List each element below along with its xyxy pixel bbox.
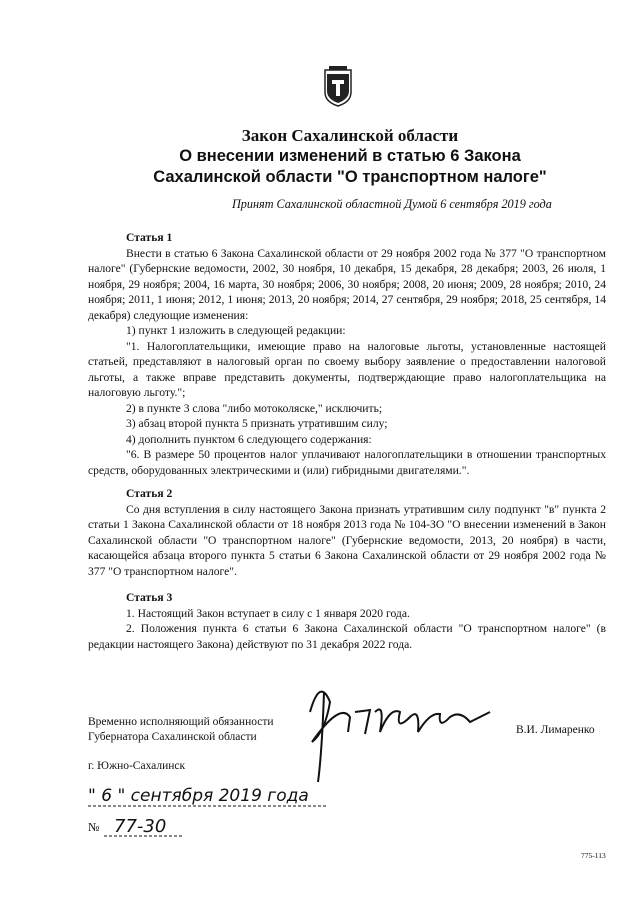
article-1 (88, 230, 606, 478)
signing-date (88, 784, 328, 808)
number-prefix: № (88, 820, 100, 834)
article-2-heading: Статья 2 (126, 487, 173, 500)
position-line-1: Временно исполняющий обязанности (88, 716, 274, 728)
article-1-item-4: 4) дополнить пунктом 6 следующего содержания: (126, 432, 372, 446)
article-1-quote-1: "1. Налогоплательщики, имеющие право на налоговые льготы, установленные настоящей статьей, представляют в налоговый орган по своему выбору заявление о предоставлении налоговой льготы, а также вправе представить документы, подтверждающие право налогоплательщика на налоговую льготу."; (88, 339, 606, 399)
scan-code: 775-113 (581, 851, 606, 860)
adoption-note: Принят Сахалинской областной Думой 6 сентября 2019 года (232, 197, 552, 211)
article-1-heading: Статья 1 (126, 231, 173, 244)
city: г. Южно-Сахалинск (88, 760, 186, 772)
law-title (100, 126, 600, 188)
article-1-item-3: 3) абзац второй пункта 5 признать утратившим силу; (126, 417, 388, 430)
article-2 (88, 486, 606, 579)
title-line-1: Закон Сахалинской области (241, 126, 459, 145)
handwritten-number: 77-30 (114, 816, 167, 837)
article-3-p2: 2. Положения пункта 6 статьи 6 Закона Сахалинской области "О транспортном налоге" (в редакции настоящего Закона) действуют по 31 декабря 2022 года. (88, 622, 606, 651)
position-line-2: Губернатора Сахалинской области (88, 731, 257, 743)
article-1-item-1: 1) пункт 1 изложить в следующей редакции: (126, 324, 346, 337)
title-line-2: О внесении изменений в статью 6 Закона (179, 147, 521, 165)
handwritten-date: " 6 " сентября 2019 года (88, 786, 309, 806)
law-number (88, 814, 188, 838)
article-3 (88, 590, 606, 652)
article-2-text: Со дня вступления в силу настоящего Закона признать утратившим силу подпункт "в" пункта 2 статьи 1 Закона Сахалинской области от 18 ноября 2013 года № 104-ЗО "О внесении изменений в Закон Сахалинской области "О транспортном налоге" (Губернские ведомости, 2013, 20 ноября) в части, касающейся абзаца второго пункта 5 статьи 6 Закона Сахалинской области от 29 ноября 2002 года № 377 "О транспортном налоге". (88, 502, 606, 578)
title-line-3: Сахалинской области "О транспортном налоге" (153, 168, 547, 186)
signatory-position (88, 715, 274, 745)
sakhalin-emblem-icon (323, 66, 353, 108)
handwritten-signature (300, 672, 500, 792)
article-1-quote-2: "6. В размере 50 процентов налог уплачивают налогоплательщики в отношении транспортных средств, оборудованных электрическими и (или) гибридными двигателями.". (88, 448, 606, 477)
article-1-intro: Внести в статью 6 Закона Сахалинской области от 29 ноября 2002 года № 377 "О транспортном налоге" (Губернские ведомости, 2002, 30 ноября, 10 декабря, 15 декабря, 28 декабря; 2003, 26 июля, 1 ноября, 29 ноября; 2004, 16 марта, 30 ноября; 2006, 30 ноября; 2008, 20 июня; 2009, 28 ноября; 2010, 24 ноября; 2011, 1 июня; 2012, 1 июня; 2013, 20 ноября; 2014, 27 сентября, 29 ноября; 2018, 25 сентября, 14 декабря) следующие изменения: (88, 246, 606, 322)
article-3-heading: Статья 3 (126, 591, 173, 604)
signatory-name: В.И. Лимаренко (516, 724, 595, 736)
article-3-p1: 1. Настоящий Закон вступает в силу с 1 января 2020 года. (126, 606, 410, 620)
article-1-item-2: 2) в пункте 3 слова "либо мотоколяске," исключить; (126, 401, 383, 415)
